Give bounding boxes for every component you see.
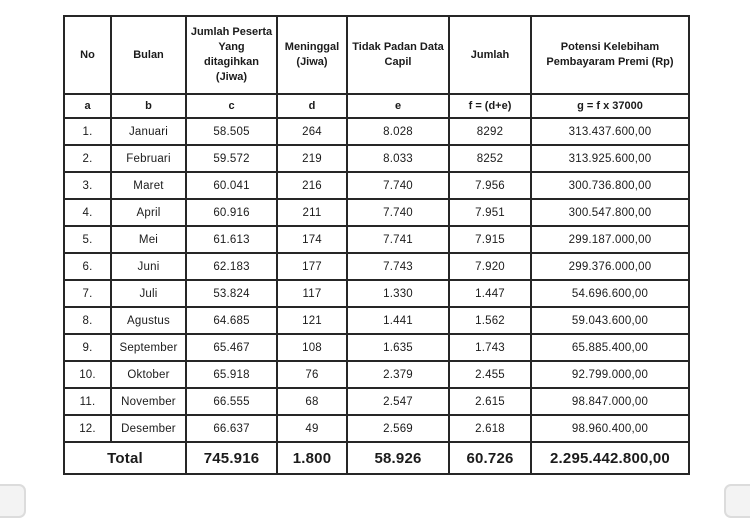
cell: Juli <box>111 280 186 307</box>
total-label: Total <box>64 442 186 474</box>
cell: 8.033 <box>347 145 449 172</box>
cell: 7. <box>64 280 111 307</box>
cell: 299.187.000,00 <box>531 226 689 253</box>
cell: 117 <box>277 280 347 307</box>
cell: November <box>111 388 186 415</box>
cell: 313.925.600,00 <box>531 145 689 172</box>
cell: 8.028 <box>347 118 449 145</box>
cell: 5. <box>64 226 111 253</box>
cell: 7.920 <box>449 253 531 280</box>
cell: 8. <box>64 307 111 334</box>
cell: 8252 <box>449 145 531 172</box>
cell: 66.637 <box>186 415 277 442</box>
subheader-cell-f: f = (d+e) <box>449 94 531 118</box>
header-cell-meninggal: Meninggal (Jiwa) <box>277 16 347 94</box>
cell: April <box>111 199 186 226</box>
cell: 7.741 <box>347 226 449 253</box>
cell: Juni <box>111 253 186 280</box>
cell: 2.455 <box>449 361 531 388</box>
header-cell-bulan: Bulan <box>111 16 186 94</box>
subheader-row <box>64 94 689 118</box>
cell: 62.183 <box>186 253 277 280</box>
cell: 300.736.800,00 <box>531 172 689 199</box>
cell: September <box>111 334 186 361</box>
cell: 7.915 <box>449 226 531 253</box>
premium-overpayment-table <box>63 15 690 475</box>
cell: 58.505 <box>186 118 277 145</box>
total-cell-jumlah: 60.726 <box>449 442 531 474</box>
table-row <box>64 280 689 307</box>
cell: 76 <box>277 361 347 388</box>
subheader-cell-b: b <box>111 94 186 118</box>
total-cell-peserta: 745.916 <box>186 442 277 474</box>
cell: 2.379 <box>347 361 449 388</box>
header-cell-no: No <box>64 16 111 94</box>
cell: 1.562 <box>449 307 531 334</box>
cell: 174 <box>277 226 347 253</box>
table-row <box>64 118 689 145</box>
background-card-corner-left <box>0 484 26 518</box>
table-row <box>64 253 689 280</box>
cell: 7.956 <box>449 172 531 199</box>
cell: 1.447 <box>449 280 531 307</box>
cell: 2.618 <box>449 415 531 442</box>
cell: 264 <box>277 118 347 145</box>
cell: 68 <box>277 388 347 415</box>
header-row <box>64 16 689 94</box>
cell: Mei <box>111 226 186 253</box>
cell: 98.847.000,00 <box>531 388 689 415</box>
table-row <box>64 199 689 226</box>
cell: Agustus <box>111 307 186 334</box>
cell: 2.615 <box>449 388 531 415</box>
cell: 1.635 <box>347 334 449 361</box>
cell: 54.696.600,00 <box>531 280 689 307</box>
cell: 1.743 <box>449 334 531 361</box>
table-row <box>64 226 689 253</box>
cell: 98.960.400,00 <box>531 415 689 442</box>
table-row <box>64 172 689 199</box>
subheader-cell-a: a <box>64 94 111 118</box>
header-cell-jumlah: Jumlah <box>449 16 531 94</box>
table-row <box>64 145 689 172</box>
cell: 1.330 <box>347 280 449 307</box>
cell: 8292 <box>449 118 531 145</box>
cell: Oktober <box>111 361 186 388</box>
cell: 53.824 <box>186 280 277 307</box>
table-row <box>64 307 689 334</box>
cell: 7.740 <box>347 199 449 226</box>
cell: 299.376.000,00 <box>531 253 689 280</box>
cell: 65.467 <box>186 334 277 361</box>
cell: 6. <box>64 253 111 280</box>
table-row <box>64 361 689 388</box>
cell: Januari <box>111 118 186 145</box>
cell: 313.437.600,00 <box>531 118 689 145</box>
cell: Desember <box>111 415 186 442</box>
cell: 66.555 <box>186 388 277 415</box>
cell: 60.916 <box>186 199 277 226</box>
cell: 11. <box>64 388 111 415</box>
cell: 65.885.400,00 <box>531 334 689 361</box>
cell: 64.685 <box>186 307 277 334</box>
subheader-cell-e: e <box>347 94 449 118</box>
cell: 3. <box>64 172 111 199</box>
cell: 2.569 <box>347 415 449 442</box>
cell: 300.547.800,00 <box>531 199 689 226</box>
cell: 7.743 <box>347 253 449 280</box>
cell: 12. <box>64 415 111 442</box>
cell: 219 <box>277 145 347 172</box>
cell: 211 <box>277 199 347 226</box>
cell: 10. <box>64 361 111 388</box>
cell: 9. <box>64 334 111 361</box>
subheader-cell-d: d <box>277 94 347 118</box>
cell: 7.951 <box>449 199 531 226</box>
cell: 59.572 <box>186 145 277 172</box>
header-cell-tidak-padan: Tidak Padan Data Capil <box>347 16 449 94</box>
total-cell-meninggal: 1.800 <box>277 442 347 474</box>
cell: 1. <box>64 118 111 145</box>
cell: 92.799.000,00 <box>531 361 689 388</box>
cell: 108 <box>277 334 347 361</box>
cell: 2. <box>64 145 111 172</box>
cell: 7.740 <box>347 172 449 199</box>
cell: 2.547 <box>347 388 449 415</box>
total-row <box>64 442 689 474</box>
subheader-cell-c: c <box>186 94 277 118</box>
cell: 60.041 <box>186 172 277 199</box>
table-row <box>64 415 689 442</box>
cell: Maret <box>111 172 186 199</box>
table-row <box>64 388 689 415</box>
cell: 177 <box>277 253 347 280</box>
background-card-corner-right <box>724 484 750 518</box>
table-row <box>64 334 689 361</box>
cell: 216 <box>277 172 347 199</box>
header-cell-peserta: Jumlah Peserta Yang ditagihkan (Jiwa) <box>186 16 277 94</box>
cell: 1.441 <box>347 307 449 334</box>
total-cell-potensi: 2.295.442.800,00 <box>531 442 689 474</box>
total-cell-tidak-padan: 58.926 <box>347 442 449 474</box>
cell: Februari <box>111 145 186 172</box>
cell: 4. <box>64 199 111 226</box>
header-cell-potensi: Potensi Kelebiham Pembayaram Premi (Rp) <box>531 16 689 94</box>
cell: 59.043.600,00 <box>531 307 689 334</box>
cell: 65.918 <box>186 361 277 388</box>
subheader-cell-g: g = f x 37000 <box>531 94 689 118</box>
cell: 61.613 <box>186 226 277 253</box>
cell: 49 <box>277 415 347 442</box>
cell: 121 <box>277 307 347 334</box>
